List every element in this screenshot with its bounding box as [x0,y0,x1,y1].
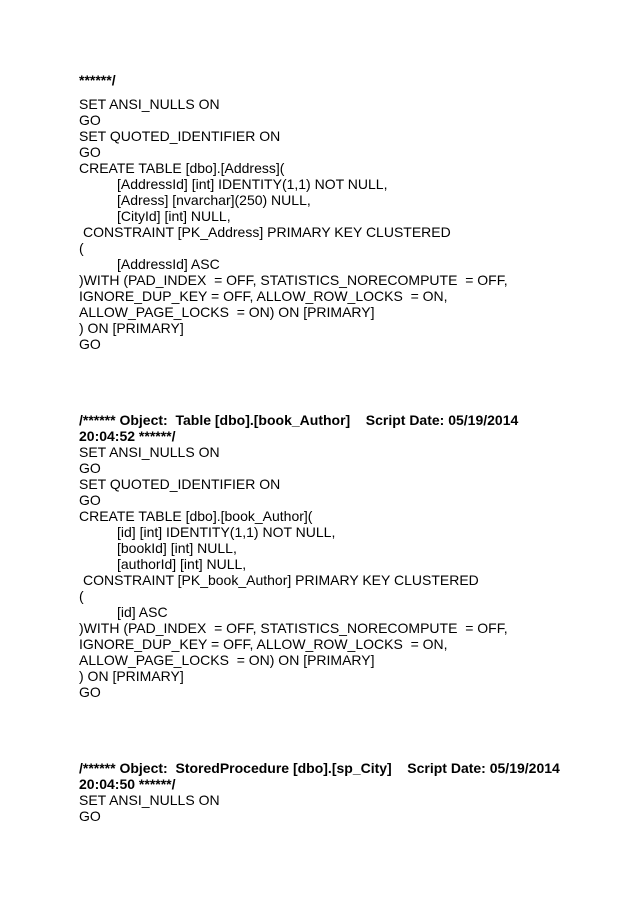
sql-column-line: [bookId] [int] NULL, [117,540,237,556]
sql-column-line: [AddressId] [int] IDENTITY(1,1) NOT NULL, [117,176,388,192]
sql-line: GO [79,492,101,508]
sql-column-line: [AddressId] ASC [117,256,220,272]
sql-column-line: [id] ASC [117,604,168,620]
sql-line: IGNORE_DUP_KEY = OFF, ALLOW_ROW_LOCKS = ON, [79,636,448,652]
sql-column-line: [authorId] [int] NULL, [117,556,247,572]
sql-line: SET ANSI_NULLS ON [79,444,220,460]
sql-constraint-line: CONSTRAINT [PK_Address] PRIMARY KEY CLUSTERED [83,224,451,240]
script-header: /****** Object: Table [dbo].[book_Author] Script Date: 05/19/2014 [79,412,519,428]
sql-line: CREATE TABLE [dbo].[Address]( [79,160,285,176]
sql-line: ALLOW_PAGE_LOCKS = ON) ON [PRIMARY] [79,304,375,320]
sql-column-line: [id] [int] IDENTITY(1,1) NOT NULL, [117,524,336,540]
sql-line: SET ANSI_NULLS ON [79,96,220,112]
sql-line: SET QUOTED_IDENTIFIER ON [79,128,281,144]
sql-line: GO [79,112,101,128]
script-header: /****** Object: StoredProcedure [dbo].[sp_City] Script Date: 05/19/2014 [79,760,560,776]
sql-line: SET ANSI_NULLS ON [79,792,220,808]
sql-line: IGNORE_DUP_KEY = OFF, ALLOW_ROW_LOCKS = ON, [79,288,448,304]
script-header-date: 20:04:50 ******/ [79,776,176,792]
sql-line: CREATE TABLE [dbo].[book_Author]( [79,508,313,524]
sql-line: ( [79,240,84,256]
sql-line: ) ON [PRIMARY] [79,668,184,684]
sql-column-line: [Adress] [nvarchar](250) NULL, [117,192,311,208]
sql-line: GO [79,144,101,160]
sql-line: ( [79,588,84,604]
sql-line: GO [79,460,101,476]
script-header-date: 20:04:52 ******/ [79,428,176,444]
sql-line: GO [79,808,101,824]
sql-column-line: [CityId] [int] NULL, [117,208,231,224]
sql-line: GO [79,684,101,700]
script-header-tail: ******/ [79,72,116,88]
sql-line: ) ON [PRIMARY] [79,320,184,336]
sql-constraint-line: CONSTRAINT [PK_book_Author] PRIMARY KEY CLUSTERED [83,572,479,588]
sql-line: )WITH (PAD_INDEX = OFF, STATISTICS_NORECOMPUTE = OFF, [79,620,508,636]
sql-line: SET QUOTED_IDENTIFIER ON [79,476,281,492]
sql-line: ALLOW_PAGE_LOCKS = ON) ON [PRIMARY] [79,652,375,668]
sql-line: )WITH (PAD_INDEX = OFF, STATISTICS_NORECOMPUTE = OFF, [79,272,508,288]
sql-line: GO [79,336,101,352]
